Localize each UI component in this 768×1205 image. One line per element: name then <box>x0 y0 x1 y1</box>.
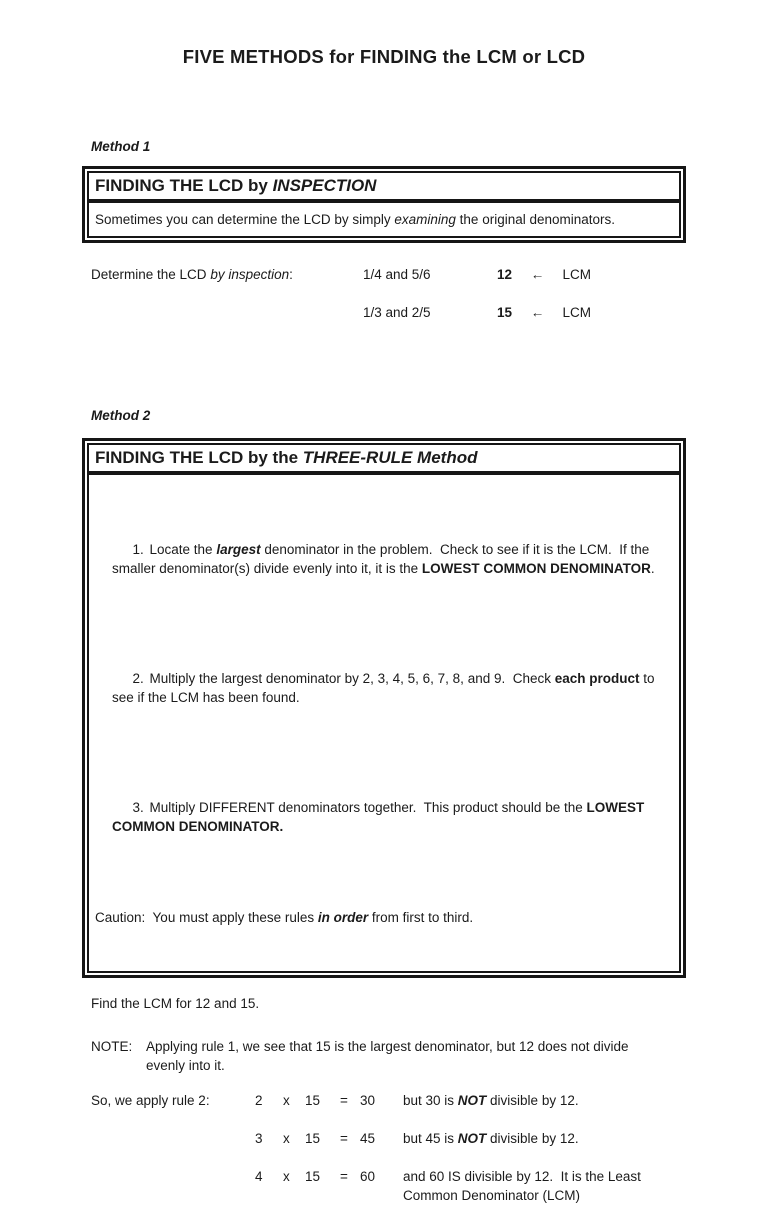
method-2-label: Method 2 <box>91 408 151 423</box>
product: 60 <box>360 1169 376 1184</box>
times-sign: x <box>283 1131 290 1146</box>
equation <box>255 1167 403 1205</box>
rule-1 <box>95 521 671 597</box>
apply-rule-label-spacer <box>91 1129 255 1148</box>
example-prompt: Determine the LCD by inspection: <box>91 267 293 282</box>
caution-note: Caution: You must apply these rules in order from first to third. <box>95 910 474 925</box>
inspection-box-body: Sometimes you can determine the LCD by simply examining the original denominators. <box>87 201 681 238</box>
fraction-pair: 1/3 and 2/5 <box>363 305 431 320</box>
equation-row <box>91 1129 686 1148</box>
page-content <box>82 137 686 1205</box>
lcm-value: 15 <box>497 305 513 320</box>
example-answer <box>497 303 591 322</box>
left-arrow-icon: ← <box>530 267 545 282</box>
times-sign: x <box>283 1093 290 1108</box>
equation-note: and 60 IS divisible by 12. It is the Least Common Denominator (LCM) <box>403 1169 645 1203</box>
method-1-label: Method 1 <box>91 139 151 154</box>
example-answer <box>497 265 591 284</box>
three-rule-method-box <box>82 438 686 978</box>
lcm-value: 12 <box>497 267 513 282</box>
inspection-examples <box>82 265 686 322</box>
equation-row <box>91 1091 686 1110</box>
page-title: FIVE METHODS for FINDING the LCM or LCD <box>182 46 586 67</box>
factor: 2 <box>255 1093 263 1108</box>
equals-sign: = <box>340 1093 348 1108</box>
note-label: NOTE: <box>91 1039 133 1054</box>
lcm-label: LCM <box>562 305 592 320</box>
lcm-label: LCM <box>562 267 592 282</box>
equals-sign: = <box>340 1131 348 1146</box>
fraction-pair: 1/4 and 5/6 <box>363 267 431 282</box>
equation-note: but 30 is NOT divisible by 12. <box>403 1093 579 1108</box>
apply-rule-label: So, we apply rule 2: <box>91 1093 210 1108</box>
apply-rule-label-spacer <box>91 1167 255 1205</box>
equation <box>255 1129 403 1148</box>
rule-3 <box>95 779 671 855</box>
note-text: Applying rule 1, we see that 15 is the largest denominator, but 12 does not divide evenly into it. <box>146 1039 633 1073</box>
base: 15 <box>305 1131 321 1146</box>
find-lcm-line: Find the LCM for 12 and 15. <box>91 996 260 1011</box>
product: 45 <box>360 1131 376 1146</box>
note-block <box>82 1037 686 1075</box>
product: 30 <box>360 1093 376 1108</box>
equation <box>255 1091 403 1110</box>
rule-2-application <box>82 1091 686 1205</box>
factor: 4 <box>255 1169 263 1184</box>
three-rule-box-heading: FINDING THE LCD by the THREE-RULE Method <box>87 443 681 473</box>
example-row <box>91 265 686 284</box>
example-prompt-spacer <box>91 303 363 322</box>
left-arrow-icon: ← <box>530 305 545 320</box>
factor: 3 <box>255 1131 263 1146</box>
three-rule-box-body <box>87 473 681 973</box>
inspection-method-box <box>82 166 686 243</box>
rule-number: 3. <box>132 800 144 815</box>
inspection-box-heading: FINDING THE LCD by INSPECTION <box>87 171 681 201</box>
example-row <box>91 303 686 322</box>
equation-row <box>91 1167 686 1205</box>
rule-number: 2. <box>132 671 144 686</box>
rule-2 <box>95 650 671 726</box>
rule-text: Locate the largest denominator in the problem. Check to see if it is the LCM. If the smaller denominator(s) divide evenly into it, it is the LOWEST COMMON DENOMINATOR. <box>112 542 655 576</box>
rule-text: Multiply the largest denominator by 2, 3, 4, 5, 6, 7, 8, and 9. Check each product to see if the LCM has been found. <box>112 671 659 705</box>
rule-number: 1. <box>132 542 144 557</box>
base: 15 <box>305 1093 321 1108</box>
equation-note: but 45 is NOT divisible by 12. <box>403 1131 579 1146</box>
equals-sign: = <box>340 1169 348 1184</box>
rule-text: Multiply DIFFERENT denominators together. This product should be the LOWEST COMMON DENOMINATOR. <box>112 800 648 834</box>
times-sign: x <box>283 1169 290 1184</box>
base: 15 <box>305 1169 321 1184</box>
